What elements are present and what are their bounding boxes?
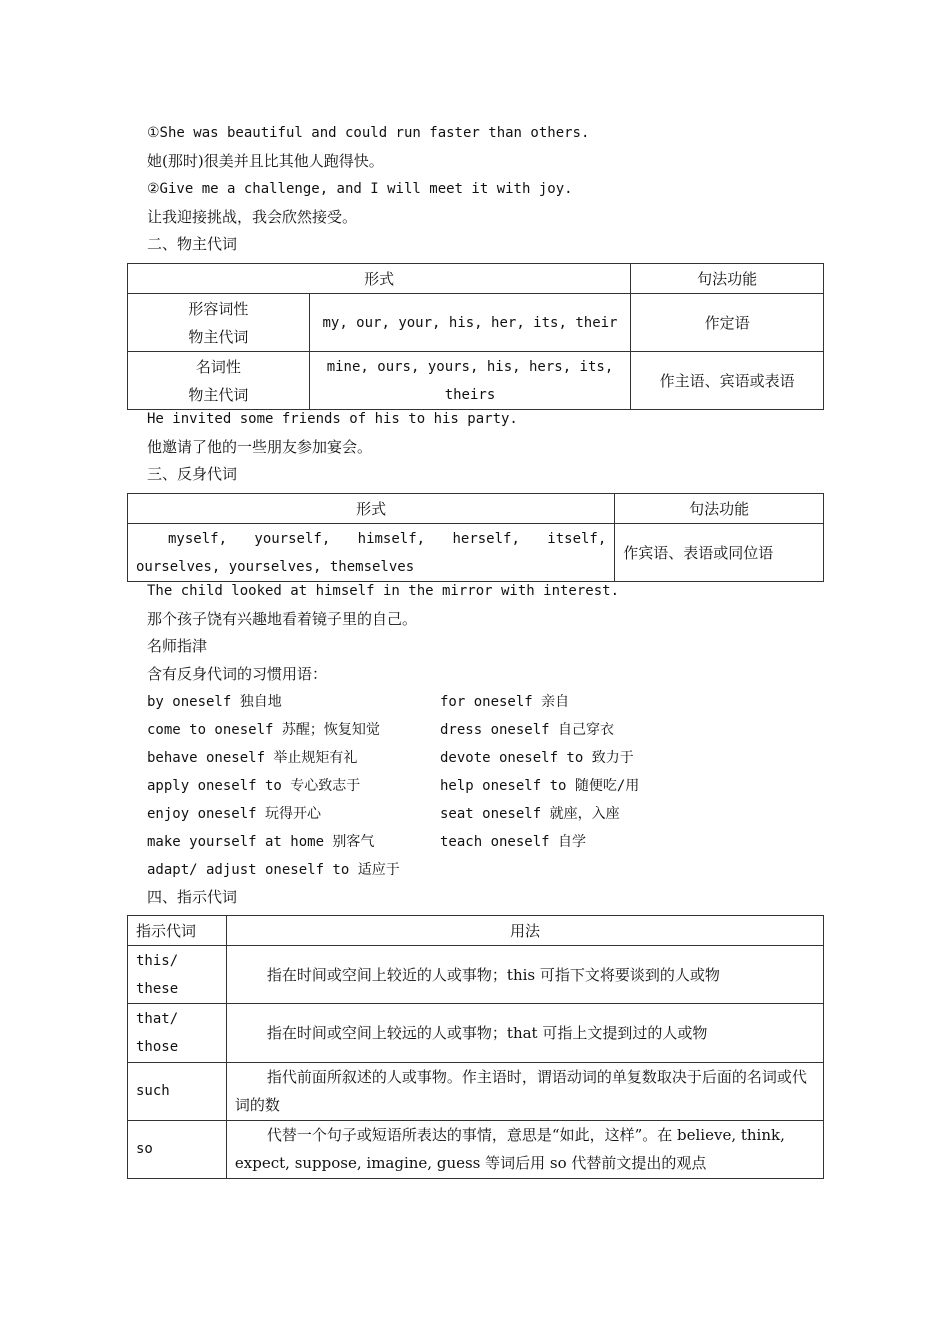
section-heading-possessive: 二、物主代词: [147, 235, 238, 253]
idiom-left: enjoy oneself 玩得开心: [147, 806, 322, 822]
idiom-left: behave oneself 举止规矩有礼: [147, 750, 358, 766]
usage-cell: 指在时间或空间上较远的人或事物；that 可指上文提到过的人或物: [226, 1004, 823, 1062]
idiom-right: teach oneself 自学: [440, 834, 587, 850]
header-pronoun: 指示代词: [128, 916, 227, 946]
header-function: 句法功能: [615, 494, 824, 524]
example-1-chinese: 她(那时)很美并且比其他人跑得快。: [147, 152, 384, 170]
tip-title: 名师指津: [147, 637, 208, 655]
idiom-right: help oneself to 随便吃/用: [440, 778, 640, 794]
idiom-right: seat oneself 就座，入座: [440, 806, 620, 822]
type-line-2: 物主代词: [188, 385, 249, 404]
pronoun-cell: [128, 946, 227, 1004]
header-usage: 用法: [226, 916, 823, 946]
possessive-example-english: He invited some friends of his to his party.: [147, 411, 518, 427]
function-cell: 作宾语、表语或同位语: [615, 524, 824, 582]
header-form: 形式: [128, 494, 615, 524]
forms-cell: my, our, your, his, her, its, their: [309, 294, 631, 352]
reflexive-example-chinese: 那个孩子饶有兴趣地看着镜子里的自己。: [147, 610, 418, 628]
forms-cell: mine, ours, yours, his, hers, its, theirs: [309, 352, 631, 410]
forms-cell: myself, yourself, himself, herself, itself, ourselves, yourselves, themselves: [128, 524, 615, 582]
idiom-right: dress oneself 自己穿衣: [440, 722, 615, 738]
idiom-left: make yourself at home 别客气: [147, 834, 375, 850]
pronoun-cell: such: [128, 1062, 227, 1120]
example-2-chinese: 让我迎接挑战，我会欣然接受。: [147, 208, 358, 226]
tip-intro: 含有反身代词的习惯用语：: [147, 665, 328, 683]
header-form: 形式: [128, 264, 631, 294]
pronoun-line-1: that/: [136, 1010, 179, 1027]
example-2-english: ②Give me a challenge, and I will meet it with joy.: [147, 181, 573, 197]
pronoun-cell: [128, 1004, 227, 1062]
idiom-right: for oneself 亲自: [440, 694, 570, 710]
demonstrative-pronoun-table: [127, 915, 824, 1179]
pronoun-cell: so: [128, 1120, 227, 1178]
type-line-2: 物主代词: [188, 327, 249, 346]
type-cell: [128, 294, 310, 352]
example-1-english: ①She was beautiful and could run faster than others.: [147, 125, 590, 141]
function-cell: 作主语、宾语或表语: [631, 352, 824, 410]
reflexive-pronoun-table: [127, 493, 824, 582]
usage-cell: 指代前面所叙述的人或事物。作主语时，谓语动词的单复数取决于后面的名词或代词的数: [226, 1062, 823, 1120]
section-heading-reflexive: 三、反身代词: [147, 465, 238, 483]
reflexive-example-english: The child looked at himself in the mirror with interest.: [147, 583, 620, 599]
idiom-left: adapt/ adjust oneself to 适应于: [147, 862, 400, 878]
usage-cell: 代替一个句子或短语所表达的事情，意思是“如此，这样”。在 believe, think, expect, suppose, imagine, guess 等词后用 so 代替前文提出的观点: [226, 1120, 823, 1178]
section-heading-demonstrative: 四、指示代词: [147, 888, 238, 906]
possessive-example-chinese: 他邀请了他的一些朋友参加宴会。: [147, 438, 373, 456]
type-cell: [128, 352, 310, 410]
possessive-pronoun-table: [127, 263, 824, 410]
type-line-1: 名词性: [195, 357, 241, 376]
header-function: 句法功能: [631, 264, 824, 294]
idiom-left: by oneself 独自地: [147, 694, 282, 710]
pronoun-line-2: these: [136, 980, 179, 997]
pronoun-line-2: those: [136, 1038, 179, 1055]
pronoun-line-1: this/: [136, 952, 179, 969]
idiom-right: devote oneself to 致力于: [440, 750, 634, 766]
usage-cell: 指在时间或空间上较近的人或事物；this 可指下文将要谈到的人或物: [226, 946, 823, 1004]
idiom-left: apply oneself to 专心致志于: [147, 778, 361, 794]
function-cell: 作定语: [631, 294, 824, 352]
type-line-1: 形容词性: [188, 299, 249, 318]
idiom-left: come to oneself 苏醒；恢复知觉: [147, 722, 380, 738]
